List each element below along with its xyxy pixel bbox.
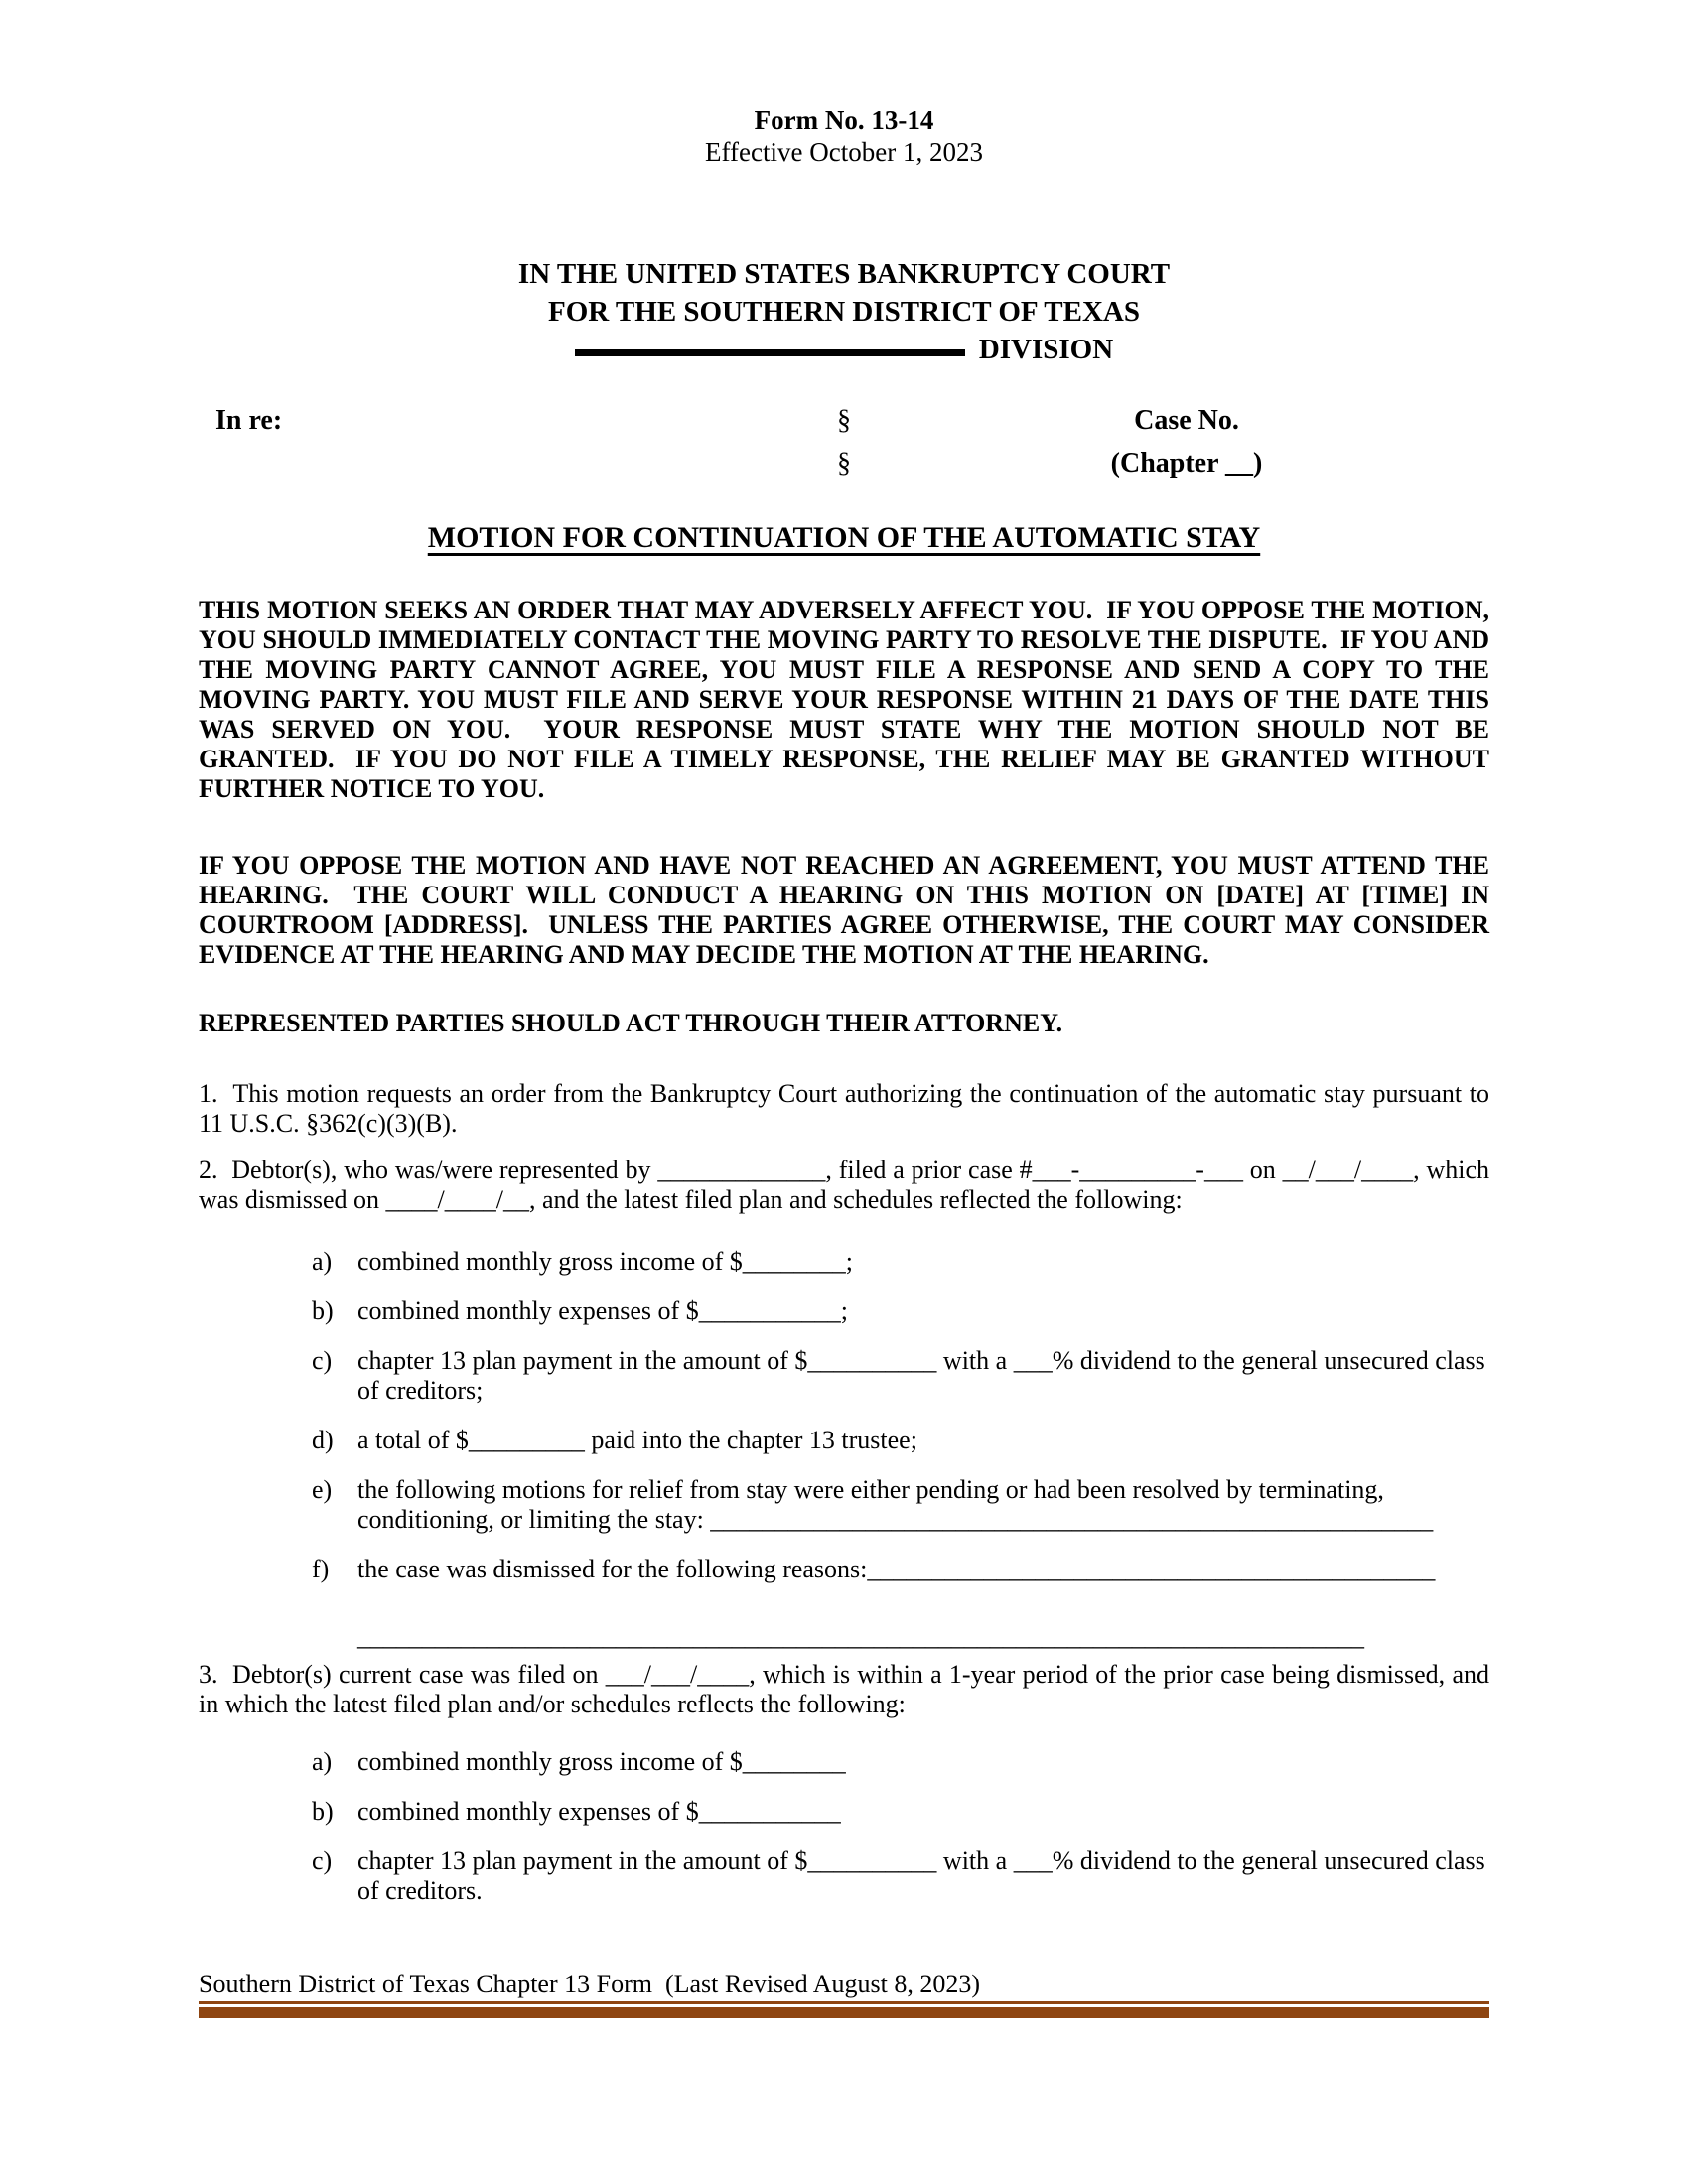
- list-item: [312, 1555, 1489, 1584]
- footer-rule-thick: [199, 2007, 1489, 2018]
- paragraph-2-sublist: [199, 1247, 1489, 1584]
- footer-text: Southern District of Texas Chapter 13 Form (Last Revised August 8, 2023): [199, 1970, 980, 1998]
- paragraph-3-sublist: [199, 1747, 1489, 1906]
- list-item-text: combined monthly expenses of $___________: [357, 1797, 841, 1826]
- list-item-text: combined monthly gross income of $________: [357, 1747, 846, 1776]
- list-item-letter: e): [312, 1475, 333, 1504]
- case-no-label: Case No.: [1134, 405, 1239, 436]
- division-line: [199, 331, 1489, 368]
- form-number: Form No. 13-14: [754, 105, 934, 135]
- caption-spacer: [199, 447, 635, 480]
- list-item: [312, 1297, 1489, 1326]
- case-caption: [199, 404, 1489, 480]
- list-item: [312, 1475, 1489, 1535]
- list-item: [312, 1426, 1489, 1455]
- list-item: [312, 1346, 1489, 1406]
- list-item-letter: b): [312, 1797, 334, 1826]
- list-item: [312, 1846, 1489, 1906]
- continuation-blank-line: ______________________________________________________________________________: [357, 1622, 1364, 1651]
- paragraph-2: 2. Debtor(s), who was/were represented by _____________, filed a prior case #___-_________-___ on __/___/____, which was dismissed on ____/____/__, and the latest filed plan and schedules reflected the following:: [199, 1156, 1489, 1214]
- chapter-label: (Chapter __): [1110, 448, 1263, 478]
- court-header-line1: IN THE UNITED STATES BANKRUPTCY COURT: [517, 258, 1171, 290]
- list-item: [312, 1797, 1489, 1827]
- list-item-letter: a): [312, 1247, 333, 1276]
- notice-hearing: IF YOU OPPOSE THE MOTION AND HAVE NOT REACHED AN AGREEMENT, YOU MUST ATTEND THE HEARING. THE COURT WILL CONDUCT A HEARING ON THIS MOTION ON [DATE] AT [TIME] IN COURTROOM [ADDRESS]. UNLESS THE PARTIES AGREE OTHERWISE, THE COURT MAY CONSIDER EVIDENCE AT THE HEARING AND MAY DECIDE THE MOTION AT THE HEARING.: [199, 851, 1489, 969]
- form-identification: [199, 104, 1489, 168]
- list-item-text: chapter 13 plan payment in the amount of $__________ with a ___% dividend to the general unsecured class of creditors.: [357, 1846, 1485, 1905]
- list-item-text: the following motions for relief from stay were either pending or had been resolved by terminating, conditioning, or limiting the stay: ________________________________________________________: [357, 1475, 1434, 1534]
- section-symbol: §: [837, 448, 851, 478]
- list-item-letter: f): [312, 1555, 330, 1583]
- section-symbol: §: [837, 405, 851, 436]
- paragraph-3: 3. Debtor(s) current case was filed on ___/___/____, which is within a 1-year period of the prior case being dismissed, and in which the latest filed plan and/or schedules reflects the following:: [199, 1660, 1489, 1718]
- list-item-text: the case was dismissed for the following reasons:____________________________________________: [357, 1555, 1436, 1583]
- court-header-line2: FOR THE SOUTHERN DISTRICT OF TEXAS: [547, 296, 1140, 328]
- notice-attorney: REPRESENTED PARTIES SHOULD ACT THROUGH THEIR ATTORNEY.: [199, 1009, 1063, 1037]
- list-item: [312, 1747, 1489, 1777]
- division-blank-line: [575, 349, 965, 356]
- list-item: [312, 1247, 1489, 1277]
- list-item-letter: b): [312, 1297, 334, 1325]
- notice-warning: THIS MOTION SEEKS AN ORDER THAT MAY ADVERSELY AFFECT YOU. IF YOU OPPOSE THE MOTION, YOU SHOULD IMMEDIATELY CONTACT THE MOVING PARTY TO RESOLVE THE DISPUTE. IF YOU AND THE MOVING PARTY CANNOT AGREE, YOU MUST FILE A RESPONSE AND SEND A COPY TO THE MOVING PARTY. YOU MUST FILE AND SERVE YOUR RESPONSE WITHIN 21 DAYS OF THE DATE THIS WAS SERVED ON YOU. YOUR RESPONSE MUST STATE WHY THE MOTION SHOULD NOT BE GRANTED. IF YOU DO NOT FILE A TIMELY RESPONSE, THE RELIEF MAY BE GRANTED WITHOUT FURTHER NOTICE TO YOU.: [199, 596, 1489, 803]
- list-item-text: combined monthly expenses of $___________;: [357, 1297, 848, 1325]
- court-header: [199, 255, 1489, 368]
- in-re-label: In re:: [215, 405, 283, 436]
- list-item-letter: c): [312, 1346, 333, 1375]
- list-item-text: chapter 13 plan payment in the amount of $__________ with a ___% dividend to the general unsecured class of creditors;: [357, 1346, 1485, 1405]
- document-title: MOTION FOR CONTINUATION OF THE AUTOMATIC STAY: [427, 521, 1261, 554]
- list-item-letter: c): [312, 1846, 333, 1875]
- list-item-text: a total of $_________ paid into the chapter 13 trustee;: [357, 1426, 917, 1454]
- effective-date: Effective October 1, 2023: [705, 137, 983, 167]
- list-item-text: combined monthly gross income of $________;: [357, 1247, 854, 1276]
- division-label: DIVISION: [978, 334, 1114, 365]
- list-item-letter: d): [312, 1426, 334, 1454]
- list-item-letter: a): [312, 1747, 333, 1776]
- paragraph-1: 1. This motion requests an order from the Bankruptcy Court authorizing the continuation of the automatic stay pursuant to 11 U.S.C. §362(c)(3)(B).: [199, 1079, 1489, 1138]
